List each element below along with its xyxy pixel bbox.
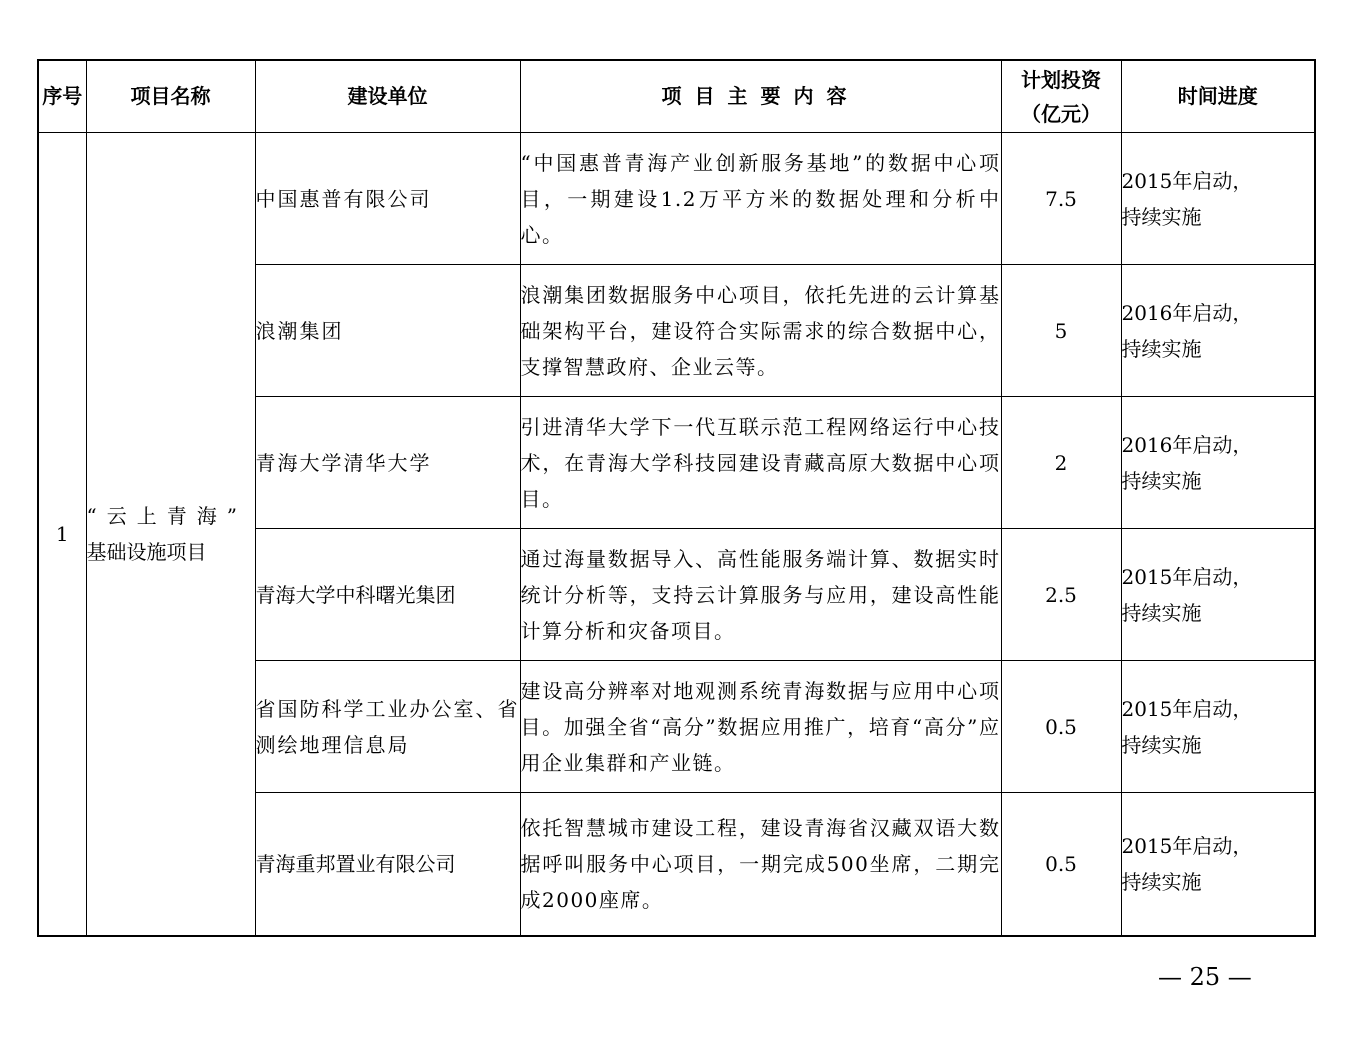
header-schedule: 时间进度: [1121, 60, 1315, 133]
schedule-status: 持续实施: [1121, 336, 1202, 361]
schedule-status: 持续实施: [1121, 204, 1202, 229]
row-unit: 省国防科学工业办公室、省测绘地理信息局: [255, 661, 520, 793]
row-schedule: [1121, 265, 1315, 397]
row-content: 引进清华大学下一代互联示范工程网络运行中心技术，在青海大学科技园建设青藏高原大数据中心项目。: [520, 397, 1001, 529]
row-unit: 青海大学中科曙光集团: [255, 529, 520, 661]
row-content: 建设高分辨率对地观测系统青海数据与应用中心项目。加强全省“高分”数据应用推广，培育“高分”应用企业集群和产业链。: [520, 661, 1001, 793]
page-number: — 25 —: [1158, 963, 1252, 991]
row-investment: 2: [1001, 397, 1121, 529]
row-schedule: [1121, 133, 1315, 265]
schedule-year: 2015年启动，: [1121, 696, 1253, 721]
group-seq: 1: [38, 133, 86, 936]
schedule-status: 持续实施: [1121, 468, 1202, 493]
schedule-year: 2015年启动，: [1121, 564, 1253, 589]
row-investment: 5: [1001, 265, 1121, 397]
schedule-status: 持续实施: [1121, 869, 1202, 894]
header-investment: 计划投资（亿元）: [1001, 60, 1121, 133]
row-investment: 7.5: [1001, 133, 1121, 265]
row-content: 浪潮集团数据服务中心项目，依托先进的云计算基础架构平台，建设符合实际需求的综合数据中心，支撑智慧政府、企业云等。: [520, 265, 1001, 397]
project-table: [37, 59, 1316, 937]
header-content: 项目主要内容: [520, 60, 1001, 133]
header-seq: 序号: [38, 60, 86, 133]
schedule-year: 2015年启动，: [1121, 833, 1253, 858]
row-schedule: [1121, 661, 1315, 793]
schedule-status: 持续实施: [1121, 732, 1202, 757]
schedule-year: 2015年启动，: [1121, 168, 1253, 193]
header-project-name: 项目名称: [86, 60, 255, 133]
row-unit: 青海重邦置业有限公司: [255, 793, 520, 936]
row-investment: 0.5: [1001, 661, 1121, 793]
row-content: “中国惠普青海产业创新服务基地”的数据中心项目，一期建设1.2万平方米的数据处理和分析中心。: [520, 133, 1001, 265]
header-unit: 建设单位: [255, 60, 520, 133]
schedule-year: 2016年启动，: [1121, 300, 1253, 325]
row-schedule: [1121, 397, 1315, 529]
row-unit: 浪潮集团: [255, 265, 520, 397]
row-unit: 中国惠普有限公司: [255, 133, 520, 265]
table-row: [38, 133, 1315, 265]
row-content: 通过海量数据导入、高性能服务端计算、数据实时统计分析等，支持云计算服务与应用，建设高性能计算分析和灾备项目。: [520, 529, 1001, 661]
row-investment: 0.5: [1001, 793, 1121, 936]
project-name-line1: “云上青海”: [86, 503, 247, 528]
project-name-line2: 基础设施项目: [86, 539, 207, 564]
group-project-name: [86, 133, 255, 936]
row-unit: 青海大学清华大学: [255, 397, 520, 529]
row-content: 依托智慧城市建设工程，建设青海省汉藏双语大数据呼叫服务中心项目，一期完成500坐席，二期完成2000座席。: [520, 793, 1001, 936]
schedule-year: 2016年启动，: [1121, 432, 1253, 457]
row-schedule: [1121, 793, 1315, 936]
schedule-status: 持续实施: [1121, 600, 1202, 625]
table-header-row: [38, 60, 1315, 133]
row-investment: 2.5: [1001, 529, 1121, 661]
row-schedule: [1121, 529, 1315, 661]
